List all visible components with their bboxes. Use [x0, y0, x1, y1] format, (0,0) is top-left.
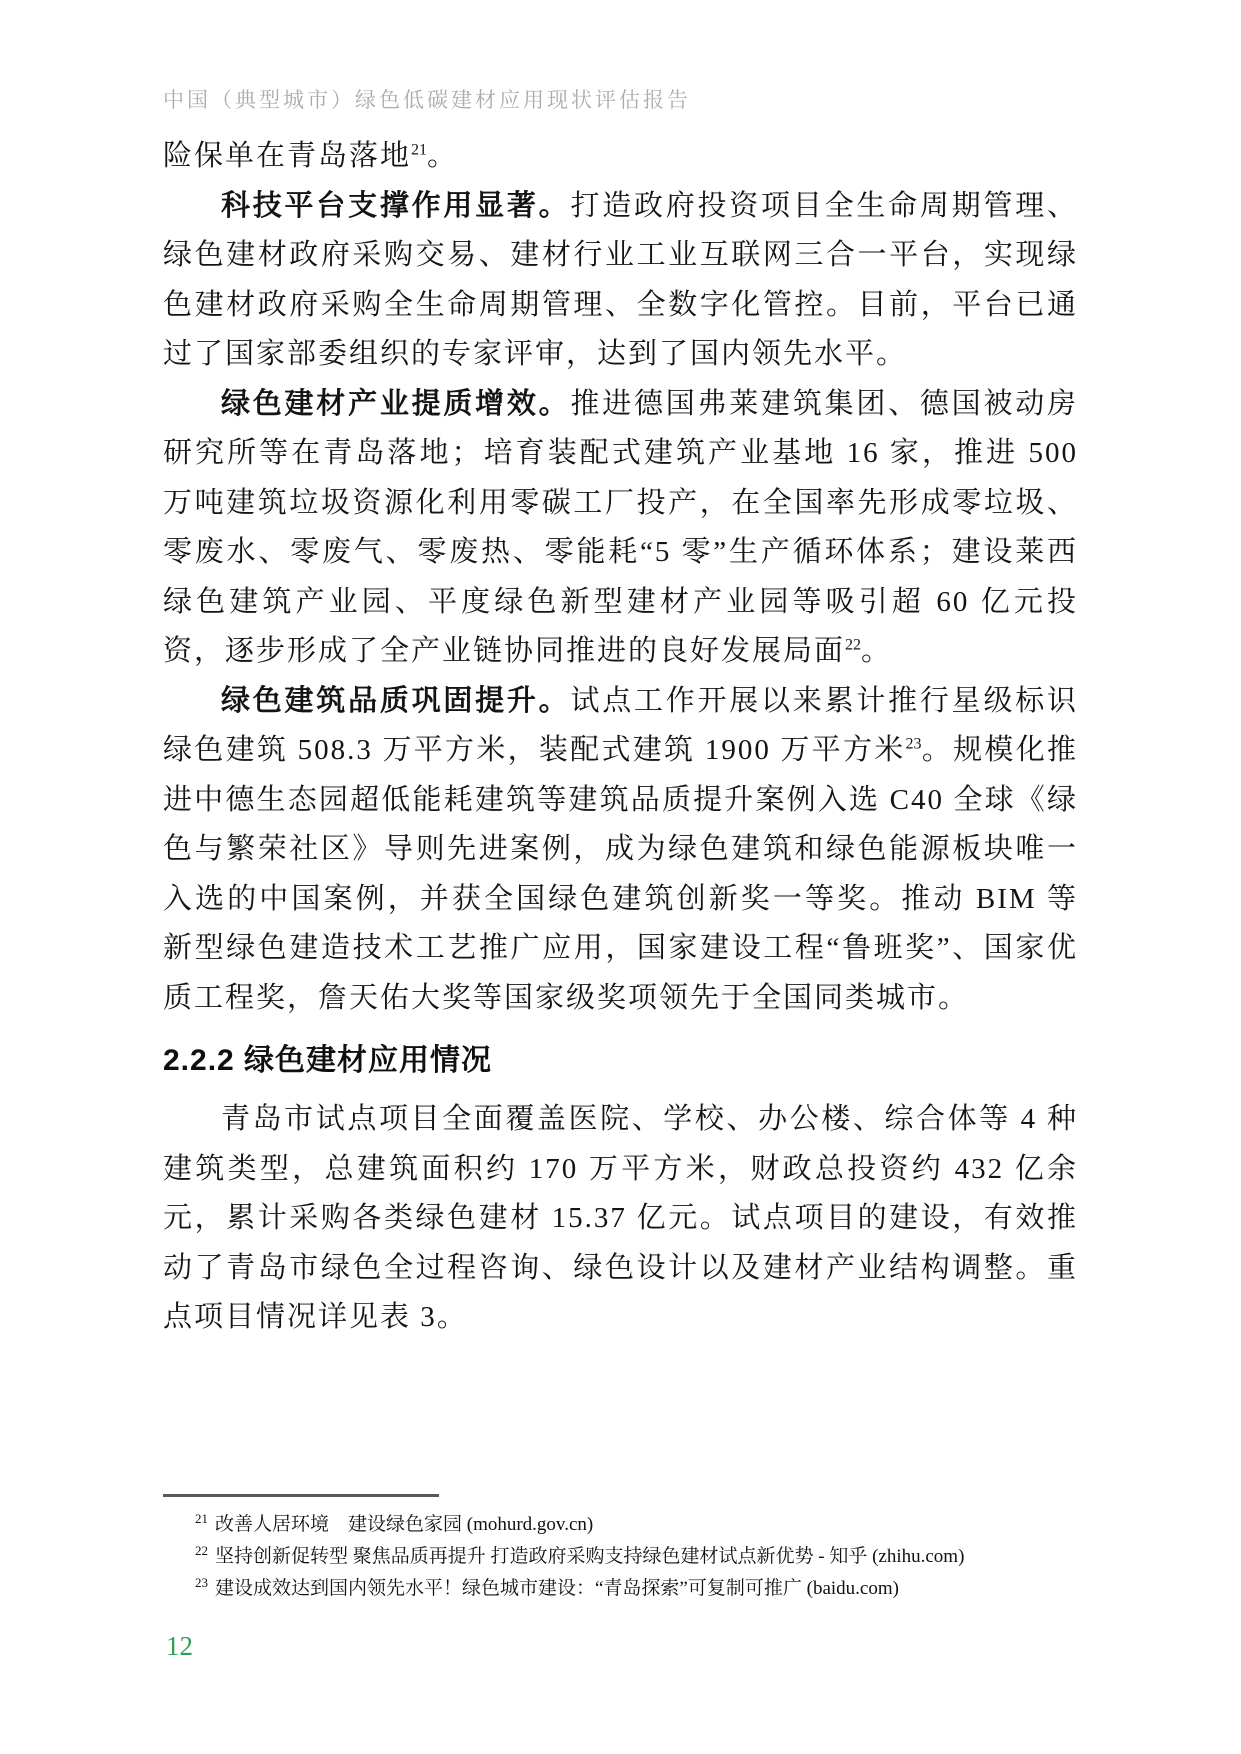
paragraph-text: 。规模化推进中德生态园超低能耗建筑等建筑品质提升案例入选 C40 全球《绿色与繁荣社区》导则先进案例，成为绿色建筑和绿色能源板块唯一入选的中国案例，并获全国绿色建筑创新奖一等奖。推动 BIM 等新型绿色建造技术工艺推广应用，国家建设工程“鲁班奖”、国家优质工程奖，詹天佑大奖等国家级奖项领先于全国同类城市。	[163, 734, 1078, 1014]
footnote-separator	[163, 1494, 439, 1497]
footnote-number: 21	[195, 1510, 208, 1526]
footnote-list	[163, 1509, 1078, 1605]
paragraph	[163, 182, 1078, 380]
footnote-number: 23	[195, 1574, 208, 1590]
paragraph-text: 。	[861, 635, 893, 667]
section-heading: 2.2.2 绿色建材应用情况	[163, 1044, 493, 1077]
paragraph-text: 试点工作开展以来累计推行星级标识绿色建筑 508.3 万平方米，装配式建筑 1900 万平方米	[163, 684, 1078, 766]
footnote-ref: 23	[905, 735, 922, 753]
footnote	[163, 1541, 1078, 1573]
footnote-text: 建设成效达到国内领先水平！绿色城市建设：“青岛探索”可复制可推广 (baidu.com)	[215, 1578, 899, 1599]
footnote-number: 22	[195, 1542, 208, 1558]
paragraph-lead: 绿色建材产业提质增效。	[221, 387, 571, 420]
paragraph	[163, 380, 1078, 677]
paragraph	[163, 132, 1078, 182]
footnote-ref: 22	[845, 636, 862, 654]
footnote	[163, 1509, 1078, 1541]
paragraph-text: 推进德国弗莱建筑集团、德国被动房研究所等在青岛落地；培育装配式建筑产业基地 16 家，推进 500 万吨建筑垃圾资源化利用零碳工厂投产，在全国率先形成零垃圾、零废水、零废气、零废热、零能耗“5 零”生产循环体系；建设莱西绿色建筑产业园、平度绿色新型建材产业园等吸引超 60 亿元投资，逐步形成了全产业链协同推进的良好发展局面	[163, 387, 1078, 667]
footnote	[163, 1573, 1078, 1605]
footnote-text: 改善人居环境 建设绿色家园 (mohurd.gov.cn)	[215, 1514, 594, 1535]
paragraph-text: 。	[427, 140, 459, 172]
footnote-ref: 21	[411, 141, 428, 159]
page-number: 12	[166, 1631, 193, 1661]
paragraph-lead: 绿色建筑品质巩固提升。	[221, 684, 571, 717]
paragraph-lead: 科技平台支撑作用显著。	[221, 189, 571, 222]
footnote-section	[163, 1494, 1078, 1605]
paragraph	[163, 1095, 1078, 1343]
paragraph-text: 险保单在青岛落地	[163, 140, 412, 172]
body-content	[163, 132, 1078, 1343]
paragraph	[163, 677, 1078, 1024]
paragraph-text: 青岛市试点项目全面覆盖医院、学校、办公楼、综合体等 4 种建筑类型，总建筑面积约 170 万平方米，财政总投资约 432 亿余元，累计采购各类绿色建材 15.37 亿元。试点项目的建设，有效推动了青岛市绿色全过程咨询、绿色设计以及建材产业结构调整。重点项目情况详见表 3。	[163, 1103, 1078, 1333]
paragraph-text: 打造政府投资项目全生命周期管理、绿色建材政府采购交易、建材行业工业互联网三合一平台，实现绿色建材政府采购全生命周期管理、全数字化管控。目前，平台已通过了国家部委组织的专家评审，达到了国内领先水平。	[163, 189, 1078, 370]
page-header-title: 中国（典型城市）绿色低碳建材应用现状评估报告	[163, 88, 691, 112]
footnote-text: 坚持创新促转型 聚焦品质再提升 打造政府采购支持绿色建材试点新优势 - 知乎 (zhihu.com)	[215, 1546, 965, 1567]
